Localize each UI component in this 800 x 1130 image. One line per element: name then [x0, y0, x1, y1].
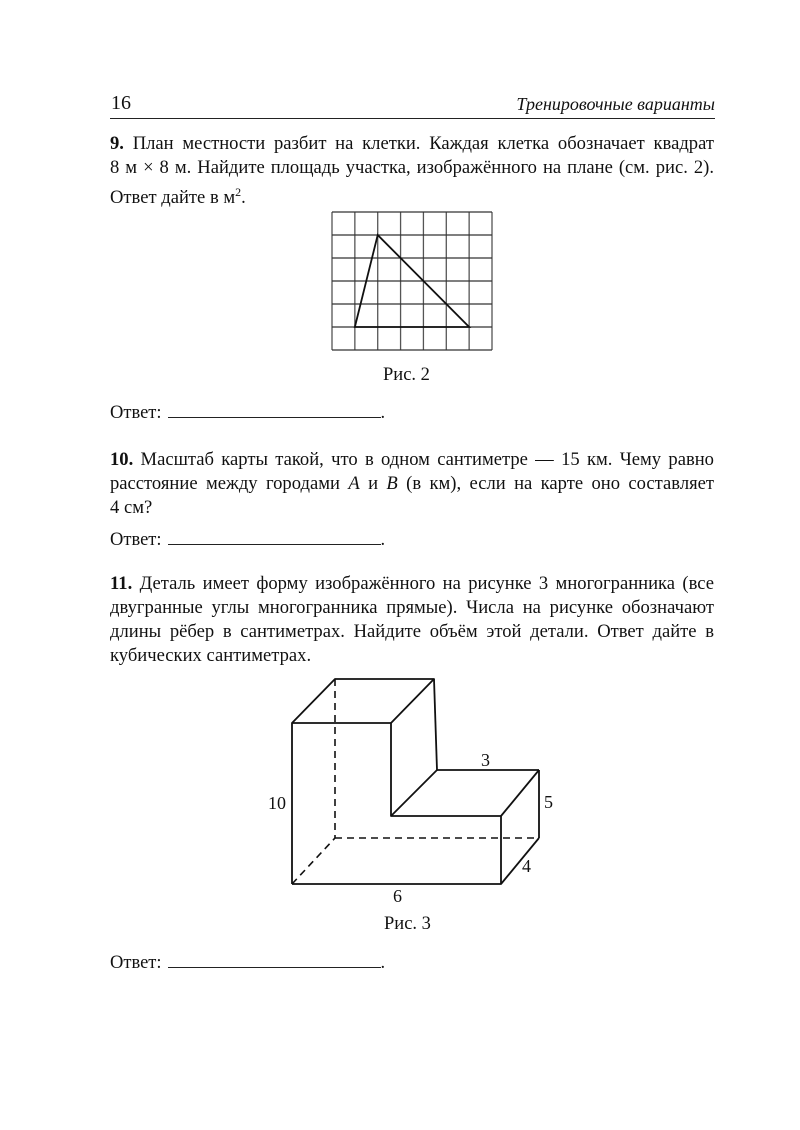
step-right-diagonal [501, 770, 539, 816]
problem-9-line-3: Ответ дайте в $м^2$. [110, 185, 246, 208]
edge-label-step-width: 3 [481, 750, 490, 770]
problem-11-line-3: длины рёбер в сантиметрах. Найдите объём этой детали. Ответ дайте в [110, 621, 714, 642]
problem-10-line-2: расстояние между городами A и B (в км), если на карте оно составляет [110, 473, 715, 494]
problem-10-line-1: 10. Масштаб карты такой, что в одном сантиметре — 15 км. Чему равно [110, 449, 714, 470]
problem-9-number: 9. [110, 133, 124, 154]
figure-2-caption: Рис. 2 [383, 365, 430, 385]
problem-10-number: 10. [110, 449, 134, 470]
answer-label: Ответ: [110, 530, 162, 550]
problem-11-line-2: двугранные углы многогранника прямые). Числа на рисунке обозначают [110, 597, 714, 618]
answer-label: Ответ: [110, 953, 162, 973]
edge-label-depth: 4 [522, 856, 531, 876]
problem-10-answer: Ответ: . [110, 526, 385, 551]
problem-11-answer: Ответ: . [110, 949, 385, 974]
top-face-edges [292, 679, 434, 723]
problem-9-line-1: 9. План местности разбит на клетки. Каждая клетка обозначает квадрат [110, 133, 714, 154]
hidden-left-diagonal [292, 838, 335, 884]
figure-3-caption: Рис. 3 [384, 914, 431, 934]
problem-10-line-3: 4 см? [110, 497, 153, 518]
edge-label-length: 6 [393, 886, 402, 906]
bottom-right-diagonal [501, 838, 539, 884]
edge-label-step-height: 5 [544, 792, 553, 812]
running-title: Тренировочные варианты [516, 94, 715, 114]
problem-11-line-1: 11. Деталь имеет форму изображённого на рисунке 3 многогранника (все [110, 573, 715, 594]
page-number: 16 [111, 92, 131, 114]
problem-11-line-4: кубических сантиметрах. [110, 645, 312, 666]
problem-9-answer: Ответ: . [110, 399, 385, 424]
superscript-2: 2 [235, 185, 242, 199]
answer-blank-11[interactable] [168, 949, 381, 968]
step-inner-edge [391, 770, 437, 816]
problem-9-line-2: 8 м × 8 м. Найдите площадь участка, изображённого на плане (см. рис. 2). [110, 157, 714, 178]
city-a: A [348, 473, 360, 494]
answer-label: Ответ: [110, 403, 162, 423]
city-b: B [386, 473, 398, 494]
tall-back-right-edge [434, 679, 437, 770]
edge-label-height: 10 [268, 793, 286, 813]
problem-11-number: 11. [110, 573, 133, 594]
front-face-edges [292, 723, 501, 884]
